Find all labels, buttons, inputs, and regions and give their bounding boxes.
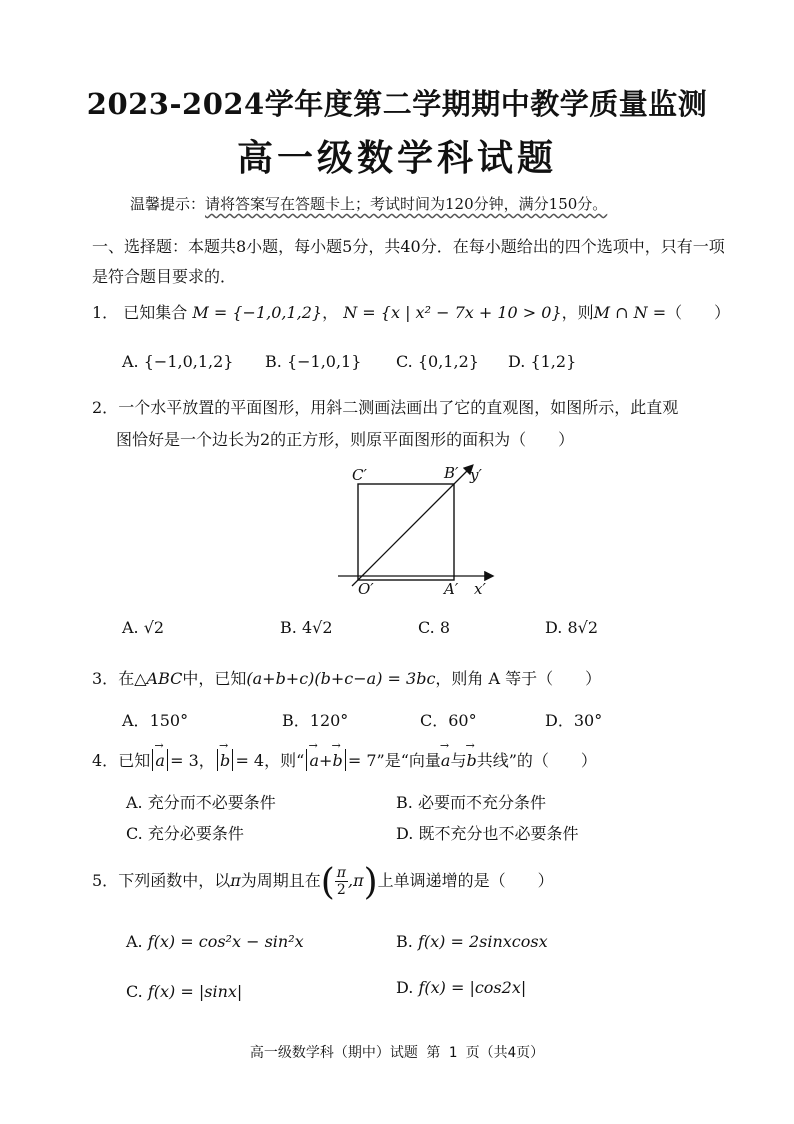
exam-title-line2: 高一级数学科试题 — [236, 137, 557, 179]
question-text: ，则 — [561, 303, 594, 322]
option-value: {1,2} — [530, 352, 577, 371]
q1-option-c — [396, 352, 479, 371]
label-c-prime: C′ — [352, 466, 367, 484]
option-label: C. — [126, 824, 143, 843]
question-text: ，则“ — [264, 751, 305, 770]
condition-a: = 3 — [170, 751, 199, 770]
interval-end: ,π — [347, 871, 364, 890]
option-value: f(x) = |sinx| — [147, 982, 243, 1001]
option-label: B. — [280, 618, 297, 637]
set-n: N = {x | x² − 7x + 10 > 0} — [343, 303, 562, 322]
option-value: 8 — [439, 618, 451, 637]
option-label: D. — [396, 978, 414, 997]
q1-option-d — [508, 352, 576, 371]
option-value: f(x) = cos²x − sin²x — [147, 932, 304, 951]
option-value: {−1,0,1} — [286, 352, 362, 371]
q4-option-a — [126, 790, 276, 813]
q2-option-c — [418, 618, 450, 637]
option-value: 充分而不必要条件 — [147, 793, 276, 812]
pi-symbol: π — [230, 871, 241, 890]
option-value: 必要而不充分条件 — [417, 793, 546, 812]
q4-option-b — [396, 790, 546, 813]
question-text: 与 — [450, 751, 467, 770]
option-label: C. — [396, 352, 413, 371]
set-m: M = {−1,0,1,2} — [192, 303, 323, 322]
q5-option-c — [126, 982, 242, 1001]
option-label: D. — [396, 824, 414, 843]
question-text-line1: 一个水平放置的平面图形，用斜二测画法画出了它的直观图，如图所示，此直观 — [118, 398, 679, 417]
option-label: C. — [418, 618, 435, 637]
option-label: A. — [126, 793, 143, 812]
vector-b: → b — [332, 751, 342, 770]
q4-option-c — [126, 821, 244, 844]
intersection-expr: M ∩ N = — [593, 303, 667, 322]
question-number: 2． — [92, 398, 119, 417]
option-value: 充分必要条件 — [147, 824, 244, 843]
label-b-prime: B′ — [444, 464, 459, 482]
label-y-prime: y′ — [470, 466, 482, 484]
q1-option-a — [122, 352, 233, 371]
question-number: 1． — [92, 303, 119, 322]
option-value: 8√2 — [567, 618, 598, 637]
page-footer: 高一级数学科（期中）试题 第 1 页（共4页） — [249, 1045, 545, 1061]
question-4: 4．已知→ a = 3，→ b = 4，则“→ a+→ b = 7”是“向量→ a与→ b共线”的（ ） — [92, 748, 597, 771]
separator: ， — [322, 303, 339, 322]
reminder-label: 温馨提示： — [130, 195, 206, 213]
option-value: {0,1,2} — [417, 352, 479, 371]
vector-a: → a — [155, 751, 165, 770]
option-label: B． — [282, 711, 310, 730]
option-value: 30° — [573, 711, 603, 730]
reminder-note — [130, 193, 607, 214]
q3-option-d — [545, 708, 602, 731]
question-text: 在 — [118, 669, 135, 688]
q2-option-b — [280, 618, 333, 637]
q3-option-b — [282, 708, 348, 731]
q4-option-d — [396, 821, 578, 844]
condition-b: = 4 — [235, 751, 265, 770]
label-a-prime: A′ — [444, 580, 459, 598]
reminder-text: 请将答案写在答题卡上；考试时间为120分钟，满分150分。 — [205, 195, 608, 213]
question-number: 3． — [92, 669, 119, 688]
section-heading: 一、选择题：本题共8小题，每小题5分，共40分．在每小题给出的四个选项中，只有一项是符合题目要求的． — [92, 237, 725, 286]
vector-b: → b — [466, 751, 476, 770]
condition-sum: = 7 — [347, 751, 377, 770]
option-label: C. — [126, 982, 143, 1001]
question-2 — [92, 395, 678, 418]
option-label: D. — [508, 352, 526, 371]
q1-option-b — [265, 352, 361, 371]
question-text: 中，已知 — [182, 669, 247, 688]
question-number: 5． — [92, 871, 119, 890]
option-value: √2 — [143, 618, 165, 637]
oblique-projection-figure — [330, 458, 500, 598]
option-value: {−1,0,1,2} — [143, 352, 234, 371]
label-x-prime: x′ — [474, 580, 486, 598]
question-2-cont — [116, 427, 574, 450]
question-1 — [92, 300, 730, 323]
condition-expr: (a+b+c)(b+c−a) = 3bc — [246, 669, 436, 688]
exam-title-line1: 2023-2024学年度第二学期期中教学质量监测 — [86, 87, 708, 121]
vector-a: → a — [309, 751, 319, 770]
vector-b: → b — [220, 751, 230, 770]
option-value: 60° — [448, 711, 477, 730]
question-text: ，则角 A 等于（ ） — [435, 669, 602, 688]
option-label: D． — [545, 711, 574, 730]
question-text: ”是“向量 — [376, 751, 441, 770]
question-5: 5．下列函数中，以π为周期且在( $\frac{\pi}{2}$ ,π)上单调递增的是（ ） — [92, 862, 554, 903]
option-label: B. — [396, 932, 413, 951]
option-value: f(x) = |cos2x| — [418, 978, 527, 997]
q5-option-d — [396, 978, 526, 997]
option-label: B. — [265, 352, 282, 371]
triangle: △ABC — [134, 669, 183, 688]
question-text: 为周期且在 — [240, 871, 321, 890]
option-label: C． — [420, 711, 449, 730]
question-text: 下列函数中，以 — [118, 871, 231, 890]
option-label: A. — [122, 352, 139, 371]
q5-option-a — [126, 932, 304, 951]
option-value: 120° — [309, 711, 349, 730]
option-value: 4√2 — [301, 618, 333, 637]
q2-option-d — [545, 618, 598, 637]
question-text: 已知集合 — [123, 303, 188, 322]
q3-option-a — [122, 708, 188, 731]
q3-option-c — [420, 708, 477, 731]
fraction-numerator: π — [336, 865, 346, 881]
option-value: 150° — [149, 711, 189, 730]
option-label: A. — [122, 618, 139, 637]
q5-option-b — [396, 932, 548, 951]
option-value: f(x) = 2sinxcosx — [417, 932, 548, 951]
option-value: 既不充分也不必要条件 — [418, 824, 579, 843]
option-label: D. — [545, 618, 563, 637]
answer-blank: （ ） — [666, 303, 731, 322]
option-label: A． — [122, 711, 150, 730]
fraction-denominator: 2 — [336, 882, 346, 898]
question-text-line2: 图恰好是一个边长为2的正方形，则原平面图形的面积为（ ） — [116, 430, 575, 449]
option-label: A. — [126, 932, 143, 951]
vector-a: → a — [441, 751, 451, 770]
fraction-pi-over-2 — [335, 865, 348, 898]
question-text: 已知 — [118, 751, 151, 770]
question-number: 4． — [92, 751, 119, 770]
label-o-prime: O′ — [358, 580, 374, 598]
question-3 — [92, 666, 601, 689]
option-label: B. — [396, 793, 413, 812]
q2-option-a — [122, 618, 164, 637]
question-text: 共线”的（ ） — [476, 751, 597, 770]
question-text: 上单调递增的是（ ） — [377, 871, 554, 890]
